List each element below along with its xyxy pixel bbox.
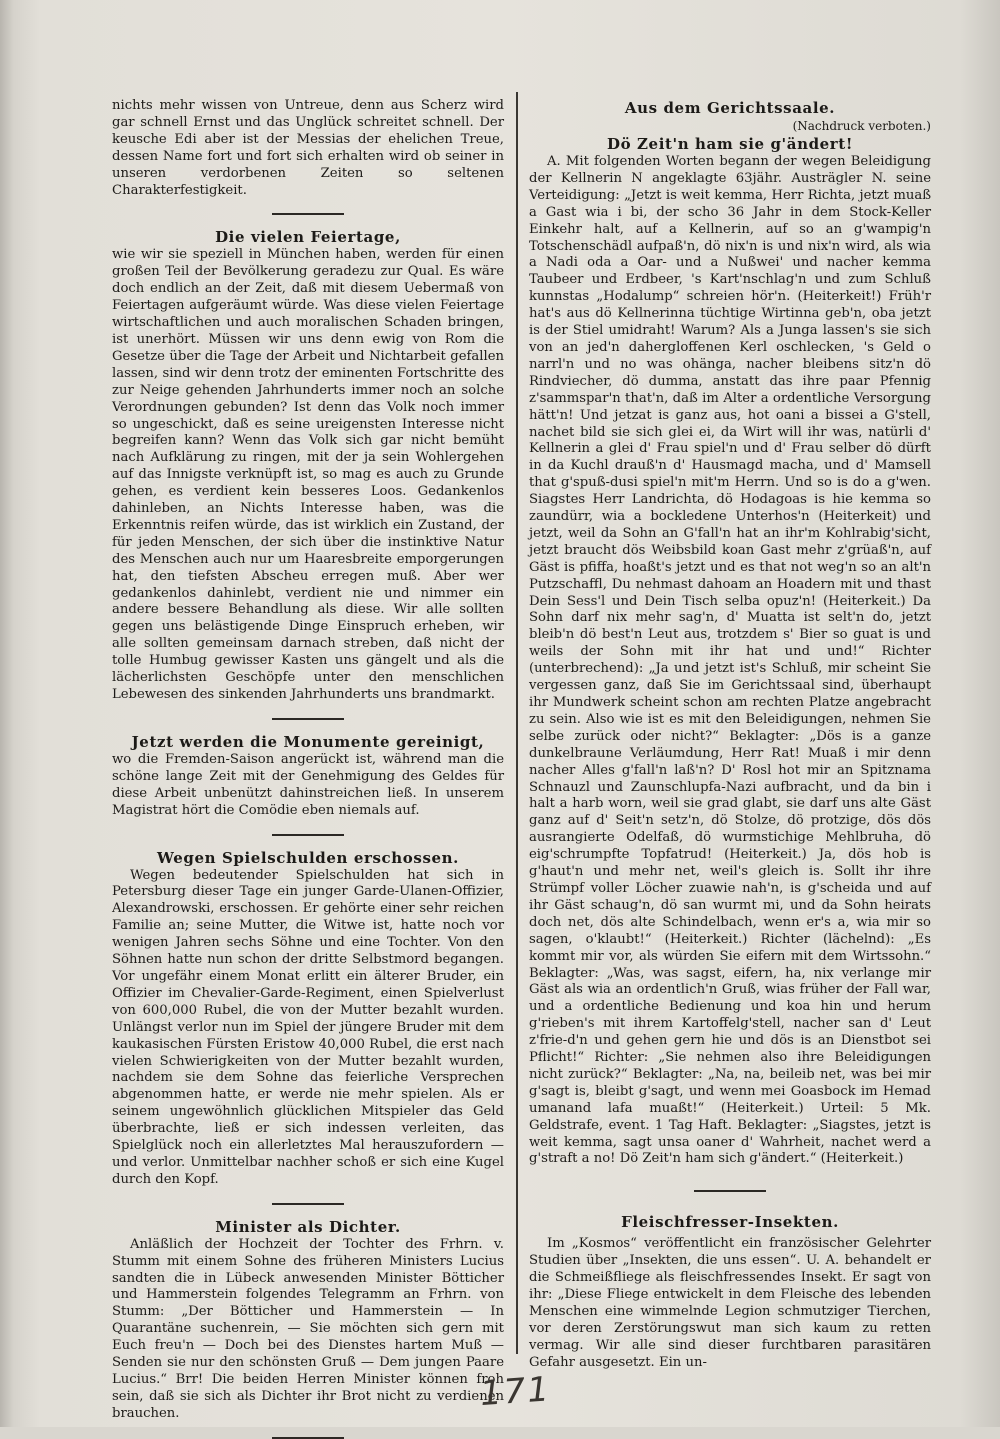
section-separator	[272, 1437, 344, 1439]
binding-shadow	[0, 0, 14, 1427]
insekten-heading: Fleischfresser-Insekten.	[621, 1213, 839, 1232]
gericht-paragraph: A. Mit folgenden Worten begann der wegen Beleidigung der Kellnerin N angeklagte 63jähr. Austrägler N. seine Verteidigung: „Jetzt is weit kemma, Herr Richta, jetzt muaß a Gast wia i bi, der scho 36 Jahr in dem Stock-Keller Einkehr halt, auf a Kellnerin, auf so an g'wampig'n Totschenschädl aufpaß'n, dö nix'n is und nix'n wird, als wia a Nadi oda a Oar- und a Nußwei' und nacher kemma Taubeer und Erdbeer, 's Kart'nschlag'n und zum Schluß kunnstas „Hodalump“ schreien hör'n. (Heiterkeit!) Früh'r hat's aus dö Kellnerinna tüchtige Wirtinna geb'n, oba jetzt is der Stiel umidraht! Warum? Als a Junga lassen's sie sich von an jed'n dahergloffenen Kerl oschlecken, 's Geld o narrl'n und no was ohänga, nacher bleibens sitz'n dö Rindviecher, dö dumma, anstatt das ihre paar Pfennig z'sammspar'n that'n, daß im Alter a ordentliche Versorgung hätt'n! Und jetzat is ganz aus, hot oani a bissei a G'stell, nachet bild sie sich glei ei, da Wirt will ihr was, natürli d' Kellnerin a glei d' Frau spiel'n und d' Frau selber dö dürft in da Kuchl drauß'n d' Hausmagd macha, und d' Mamsell that g'spuß-dusi spiel'n mit'm Herrn. Und so is do a g'wen. Siagstes Herr Landrichta, dö Hodagoas is hie kemma so zaundürr, wia a bockledene Unterhos'n (Heiterkeit) und jetzt, weil da Sohn an G'fall'n hat an ihr'm Kohlrabig'sicht, jetzt braucht dös Weibsbild koan Gast mehr z'grüaß'n, auf Gäst is pfiffa, hoaßt's jetzt und es that not weg'n so an alt'n Putzschaffl, Du nehmast dahoam an Hoadern mit und thast Dein Sess'l und Dein Tisch selba opuz'n! (Heiterkeit.) Da Sohn darf nix mehr sag'n, d' Muatta ist selt'n do, jetzt bleib'n dö best'n Leut aus, trotzdem s' Bier so guat is und weils der Sohn mit ihr hat und und!“ Richter (unterbrechend): „Ja und jetzt ist's Schluß, mir scheint Sie vergessen ganz, daß Sie im Gerichtssaal sind, überhaupt ihr Mundwerk scheint schon am rechten Platze angebracht zu sein. Also wie ist es mit den Beleidigungen, nehmen Sie selbe zurück oder nicht?“ Beklagter: „Dös is a ganze dunkelbraune Verläumdung, Herr Rat! Muaß i mir denn nacher Alles g'fall'n laß'n? D' Rosl hot mir an Spitznama Schnauzl und Zaunschlupfa-Nazi aufbracht, und da bin i halt a harb worn, weil sie grad glabt, sie darf uns alte Gäst ganz auf d' Seit'n setz'n, dö Stolze, dö protzige, dös dös ausrangierte Odelfaß, dö wurmstichige Mehlbruha, dö eig'schrumpfte Topfatrud! (Heiterkeit.) Ja, dös hob is g'haut'n und mehr net, weil's gleich is. Sollt ihr ihre Strümpf voller Löcher zuawie nah'n, is g'scheida und auf ihr Gäst schaug'n, dö san wurmt mi, und da Sohn heirats doch net, dös alte Schindelbach, wenn er's a, wia mir so sagen, o'klaubt!“ (Heiterkeit.) Richter (lächelnd): „Es kommt mir vor, als würden Sie eifern mit dem Wirtssohn.“ Beklagter: „Was, was sagst, eifern, ha, nix verlange mir Gäst als wia an ordentlich'n Gruß, wias früher der Fall war, und a ordentliche Bedienung und koa hin und herum g'rieben's mit ihrem Kartoffelg'stell, nacher san d' Leut z'frie-d'n und gehen gern hie und dös is an Dienstbot sei Pflicht!“ Richter: „Sie nehmen also ihre Beleidigungen nicht zurück?“ Beklagter: „Na, na, beileib net, was bei mir g'sagt is, bleibt g'sagt, und wenn mei Goasbock im Hemad umanand lafa muaßt!“ (Heiterkeit.) Urteil: 5 Mk. Geldstrafe, event. 1 Tag Haft. Beklagter: „Siagstes, jetzt is weit kemma, sagt unsa oaner d' Wahrheit, nachet werd a g'straft a no! Dö Zeit'n ham sich g'ändert.“ (Heiterkeit.)	[529, 154, 931, 1167]
gericht-subheading: Dö Zeit'n ham sie g'ändert!	[606, 135, 854, 153]
minister-paragraph: Anläßlich der Hochzeit der Tochter des Frhrn. v. Stumm mit einem Sohne des früheren Ministers Lucius sandten die in Lübeck anwesenden Minister Bötticher und Hammerstein folgendes Telegramm an Frhrn. von Stumm: „Der Bötticher und Hammerstein — In Quarantäne suchenrein, — Sie möchten sich gern mit Euch freu'n — Doch bei des Dienstes hartem Muß — Senden sie nur den schönsten Gruß — Dem jungen Paare Lucius.“ Brr! Die beiden Herren Minister können froh sein, daß sie sich als Dichter ihr Brot nicht zu verdienen brauchen.	[112, 1236, 504, 1421]
gericht-heading: Aus dem Gerichtssaale.	[624, 99, 836, 117]
feiertage-heading: Die vielen Feiertage,	[215, 228, 401, 247]
minister-heading: Minister als Dichter.	[215, 1217, 401, 1236]
feiertage-paragraph: wie wir sie speziell in München haben, werden für einen großen Teil der Bevölkerung geradezu zur Qual. Es wäre doch endlich an der Zeit, daß mit diesem Uebermaß von Feiertagen aufgeräumt würde. Was diese vielen Feiertage wirtschaftlichen und auch moralischen Schaden bringen, ist unerhört. Müssen wir uns denn ewig von Rom die Gesetze über die Tage der Arbeit und Nichtarbeit gefallen lassen, sind wir denn trotz der eminenten Fortschritte des zur Neige gehenden Jahrhunderts immer noch an solche Verordnungen gebunden? Ist denn das Volk noch immer so ungeschickt, daß es seine ureigensten Interesse nicht begreifen kann? Wenn das Volk sich gar nicht bemüht nach Aufklärung zu ringen, mit der ja sein Wohlergehen auf das Innigste verknüpft ist, so mag es auch zu Grunde gehen, es verdient kein besseres Loos. Gedankenlos dahinleben, an Nichts Interesse haben, was die Erkenntnis reifen würde, das ist wirklich ein Zustand, der für jeden Menschen, der sich über die instinktive Natur des Menschen auch nur um Haaresbreite emporgerungen hat, den tiefsten Abscheu erregen muß. Aber wer gedankenlos dahinlebt, verdient nie und nimmer ein andere bessere Behandlung als diese. Wir alle sollten gegen uns belästigende Dinge Einspruch erheben, wir alle sollten gemeinsam darnach streben, daß nicht der tolle Humbug gewisser Kasten uns gängelt und als die lächerlichsten Geschöpfe unter den menschlichen Lebewesen des sinkenden Jahrhunderts uns brandmarkt.	[112, 247, 504, 702]
spielschulden-heading: Wegen Spielschulden erschossen.	[157, 848, 459, 867]
handwritten-page-number: 171	[478, 1369, 553, 1415]
reprint-note: (Nachdruck verboten.)	[792, 119, 931, 133]
spielschulden-paragraph: Wegen bedeutender Spielschulden hat sich in Petersburg dieser Tage ein junger Garde-Ulanen-Offizier, Alexandrowski, erschossen. Er gehörte einer sehr reichen Familie an; seine Mutter, die Witwe ist, hatte noch vor wenigen Jahren sechs Söhne und eine Tochter. Von den Söhnen hatte nun schon der dritte Selbstmord begangen. Vor ungefähr einem Monat erlitt ein älterer Bruder, ein Offizier im Chevalier-Garde-Regiment, einen Spielverlust von 600,000 Rubel, die von der Mutter bezahlt wurden. Unlängst verlor nun im Spiel der jüngere Bruder mit dem kaukasischen Fürsten Eristow 40,000 Rubel, die erst nach vielen Schwierigkeiten von der Mutter bezahlt wurden, nachdem sie dem Sohne das feierliche Versprechen abgenommen hatte, er werde nie mehr spielen. Als er seinem ungewöhnlich glücklichen Mitspieler das Geld überbrachte, ließ er sich indessen verleiten, das Spielglück noch ein allerletztes Mal herauszufordern — und verlor. Unmittelbar nachher schoß er sich eine Kugel durch den Kopf.	[112, 867, 504, 1187]
monumente-paragraph: wo die Fremden-Saison angerückt ist, während man die schöne lange Zeit mit der Genehmigung des Geldes für diese Arbeit unbenützt dahinstreichen ließ. In unserem Magistrat hört die Comödie eben niemals auf.	[112, 751, 504, 818]
left-column	[112, 98, 504, 1439]
column-rule	[516, 92, 518, 1354]
right-column	[529, 98, 931, 1372]
insekten-paragraph: Im „Kosmos“ veröffentlicht ein französischer Gelehrter Studien über „Insekten, die uns essen“. U. A. behandelt er die Schmeißfliege als fleischfressendes Insekt. Er sagt von ihr: „Diese Fliege entwickelt in dem Fleische des lebenden Menschen eine wimmelnde Legion schmutziger Tierchen, vor deren Zerstörungswut man sich kaum zu retten vermag. Wir alle sind dieser furchtbaren parasitären Gefahr ausgesetzt. Ein un-	[529, 1236, 931, 1370]
monumente-heading: Jetzt werden die Monumente gereinigt,	[131, 732, 485, 751]
intro-paragraph: nichts mehr wissen von Untreue, denn aus Scherz wird gar schnell Ernst und das Unglück schreitet schnell. Der keusche Edi aber ist der Messias der ehelichen Treue, dessen Name fort und fort sich erhalten wird ob seiner in unseren verdorbenen Zeiten so seltenen Charakterfestigkeit.	[112, 98, 504, 198]
